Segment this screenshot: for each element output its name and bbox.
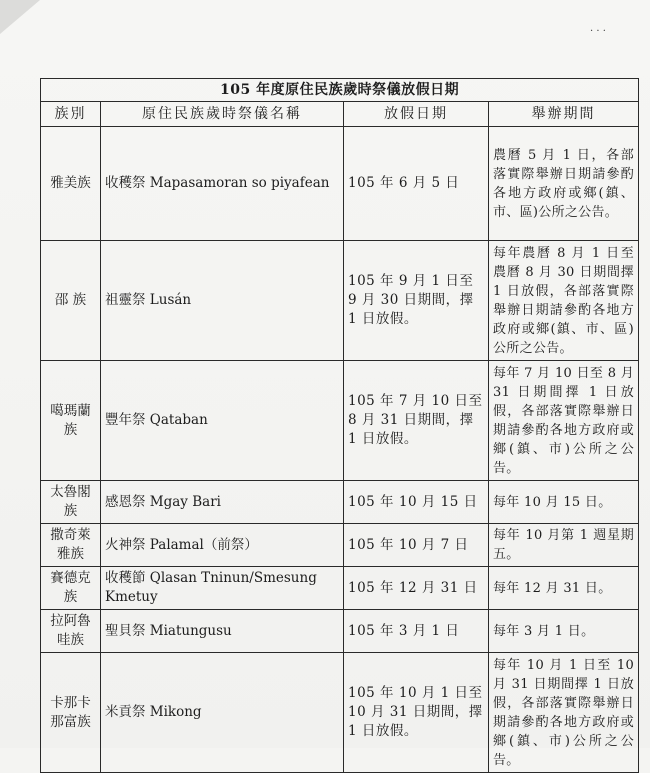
festival-cell: 米貢祭 Mikong bbox=[101, 653, 344, 773]
event-period-cell: 每年 10 月 1 日至 10 月 31 日期間擇 1 日放假，各部落實際舉辦日期請參酌各地方政府或鄉(鎮、市)公所之公告。 bbox=[489, 653, 639, 773]
header-tribe: 族別 bbox=[41, 102, 101, 127]
header-holiday-date: 放假日期 bbox=[344, 102, 489, 127]
festival-cell: 祖靈祭 Lusán bbox=[101, 241, 344, 361]
tribe-cell: 邵 族 bbox=[41, 241, 101, 361]
table-row bbox=[41, 524, 639, 567]
folded-corner bbox=[0, 0, 40, 34]
header-festival: 原住民族歲時祭儀名稱 bbox=[101, 102, 344, 127]
tribe-cell: 噶瑪蘭族 bbox=[41, 361, 101, 481]
table-title: 105 年度原住民族歲時祭儀放假日期 bbox=[41, 79, 639, 102]
tribe-cell: 拉阿魯哇族 bbox=[41, 610, 101, 653]
event-period-cell: 每年 12 月 31 日。 bbox=[489, 567, 639, 610]
header-row bbox=[41, 102, 639, 127]
festival-cell: 豐年祭 Qataban bbox=[101, 361, 344, 481]
event-period-cell: 每年 10 月 15 日。 bbox=[489, 481, 639, 524]
holiday-date-cell: 105 年 12 月 31 日 bbox=[344, 567, 489, 610]
tribe-cell: 撒奇萊雅族 bbox=[41, 524, 101, 567]
holiday-date-cell: 105 年 10 月 1 日至 10 月 31 日期間，擇 1 日放假。 bbox=[344, 653, 489, 773]
event-period-cell: 每年農曆 8 月 1 日至農曆 8 月 30 日期間擇 1 日放假，各部落實際舉辦日期請參酌各地方政府或鄉(鎮、市、區)公所之公告。 bbox=[489, 241, 639, 361]
tribe-cell: 賽德克族 bbox=[41, 567, 101, 610]
event-period-cell: 農曆 5 月 1 日，各部落實際舉辦日期請參酌各地方政府或鄉(鎮、市、區)公所之公告。 bbox=[489, 127, 639, 241]
table-row bbox=[41, 481, 639, 524]
table-row bbox=[41, 241, 639, 361]
festival-cell: 火神祭 Palamal（前祭） bbox=[101, 524, 344, 567]
holiday-table bbox=[40, 78, 639, 773]
table-row bbox=[41, 610, 639, 653]
tribe-cell: 雅美族 bbox=[41, 127, 101, 241]
event-period-cell: 每年 3 月 1 日。 bbox=[489, 610, 639, 653]
scan-speckles: · · · bbox=[590, 26, 606, 37]
holiday-date-cell: 105 年 10 月 15 日 bbox=[344, 481, 489, 524]
header-event-period: 舉辦期間 bbox=[489, 102, 639, 127]
holiday-date-cell: 105 年 6 月 5 日 bbox=[344, 127, 489, 241]
holiday-date-cell: 105 年 10 月 7 日 bbox=[344, 524, 489, 567]
holiday-date-cell: 105 年 9 月 1 日至 9 月 30 日期間，擇 1 日放假。 bbox=[344, 241, 489, 361]
festival-cell: 聖貝祭 Miatungusu bbox=[101, 610, 344, 653]
holiday-date-cell: 105 年 3 月 1 日 bbox=[344, 610, 489, 653]
tribe-cell: 太魯閣族 bbox=[41, 481, 101, 524]
tribe-cell: 卡那卡那富族 bbox=[41, 653, 101, 773]
holiday-date-cell: 105 年 7 月 10 日至 8 月 31 日期間，擇 1 日放假。 bbox=[344, 361, 489, 481]
table-row bbox=[41, 361, 639, 481]
event-period-cell: 每年 10 月第 1 週星期五。 bbox=[489, 524, 639, 567]
table-row bbox=[41, 127, 639, 241]
table-row bbox=[41, 567, 639, 610]
holiday-table-container bbox=[40, 78, 638, 773]
festival-cell: 收穫祭 Mapasamoran so piyafean bbox=[101, 127, 344, 241]
festival-cell: 感恩祭 Mgay Bari bbox=[101, 481, 344, 524]
festival-cell: 收穫節 Qlasan Tninun/Smesung Kmetuy bbox=[101, 567, 344, 610]
event-period-cell: 每年 7 月 10 日至 8 月 31 日期間擇 1 日放假，各部落實際舉辦日期請參酌各地方政府或鄉(鎮、市)公所之公告。 bbox=[489, 361, 639, 481]
table-row bbox=[41, 653, 639, 773]
